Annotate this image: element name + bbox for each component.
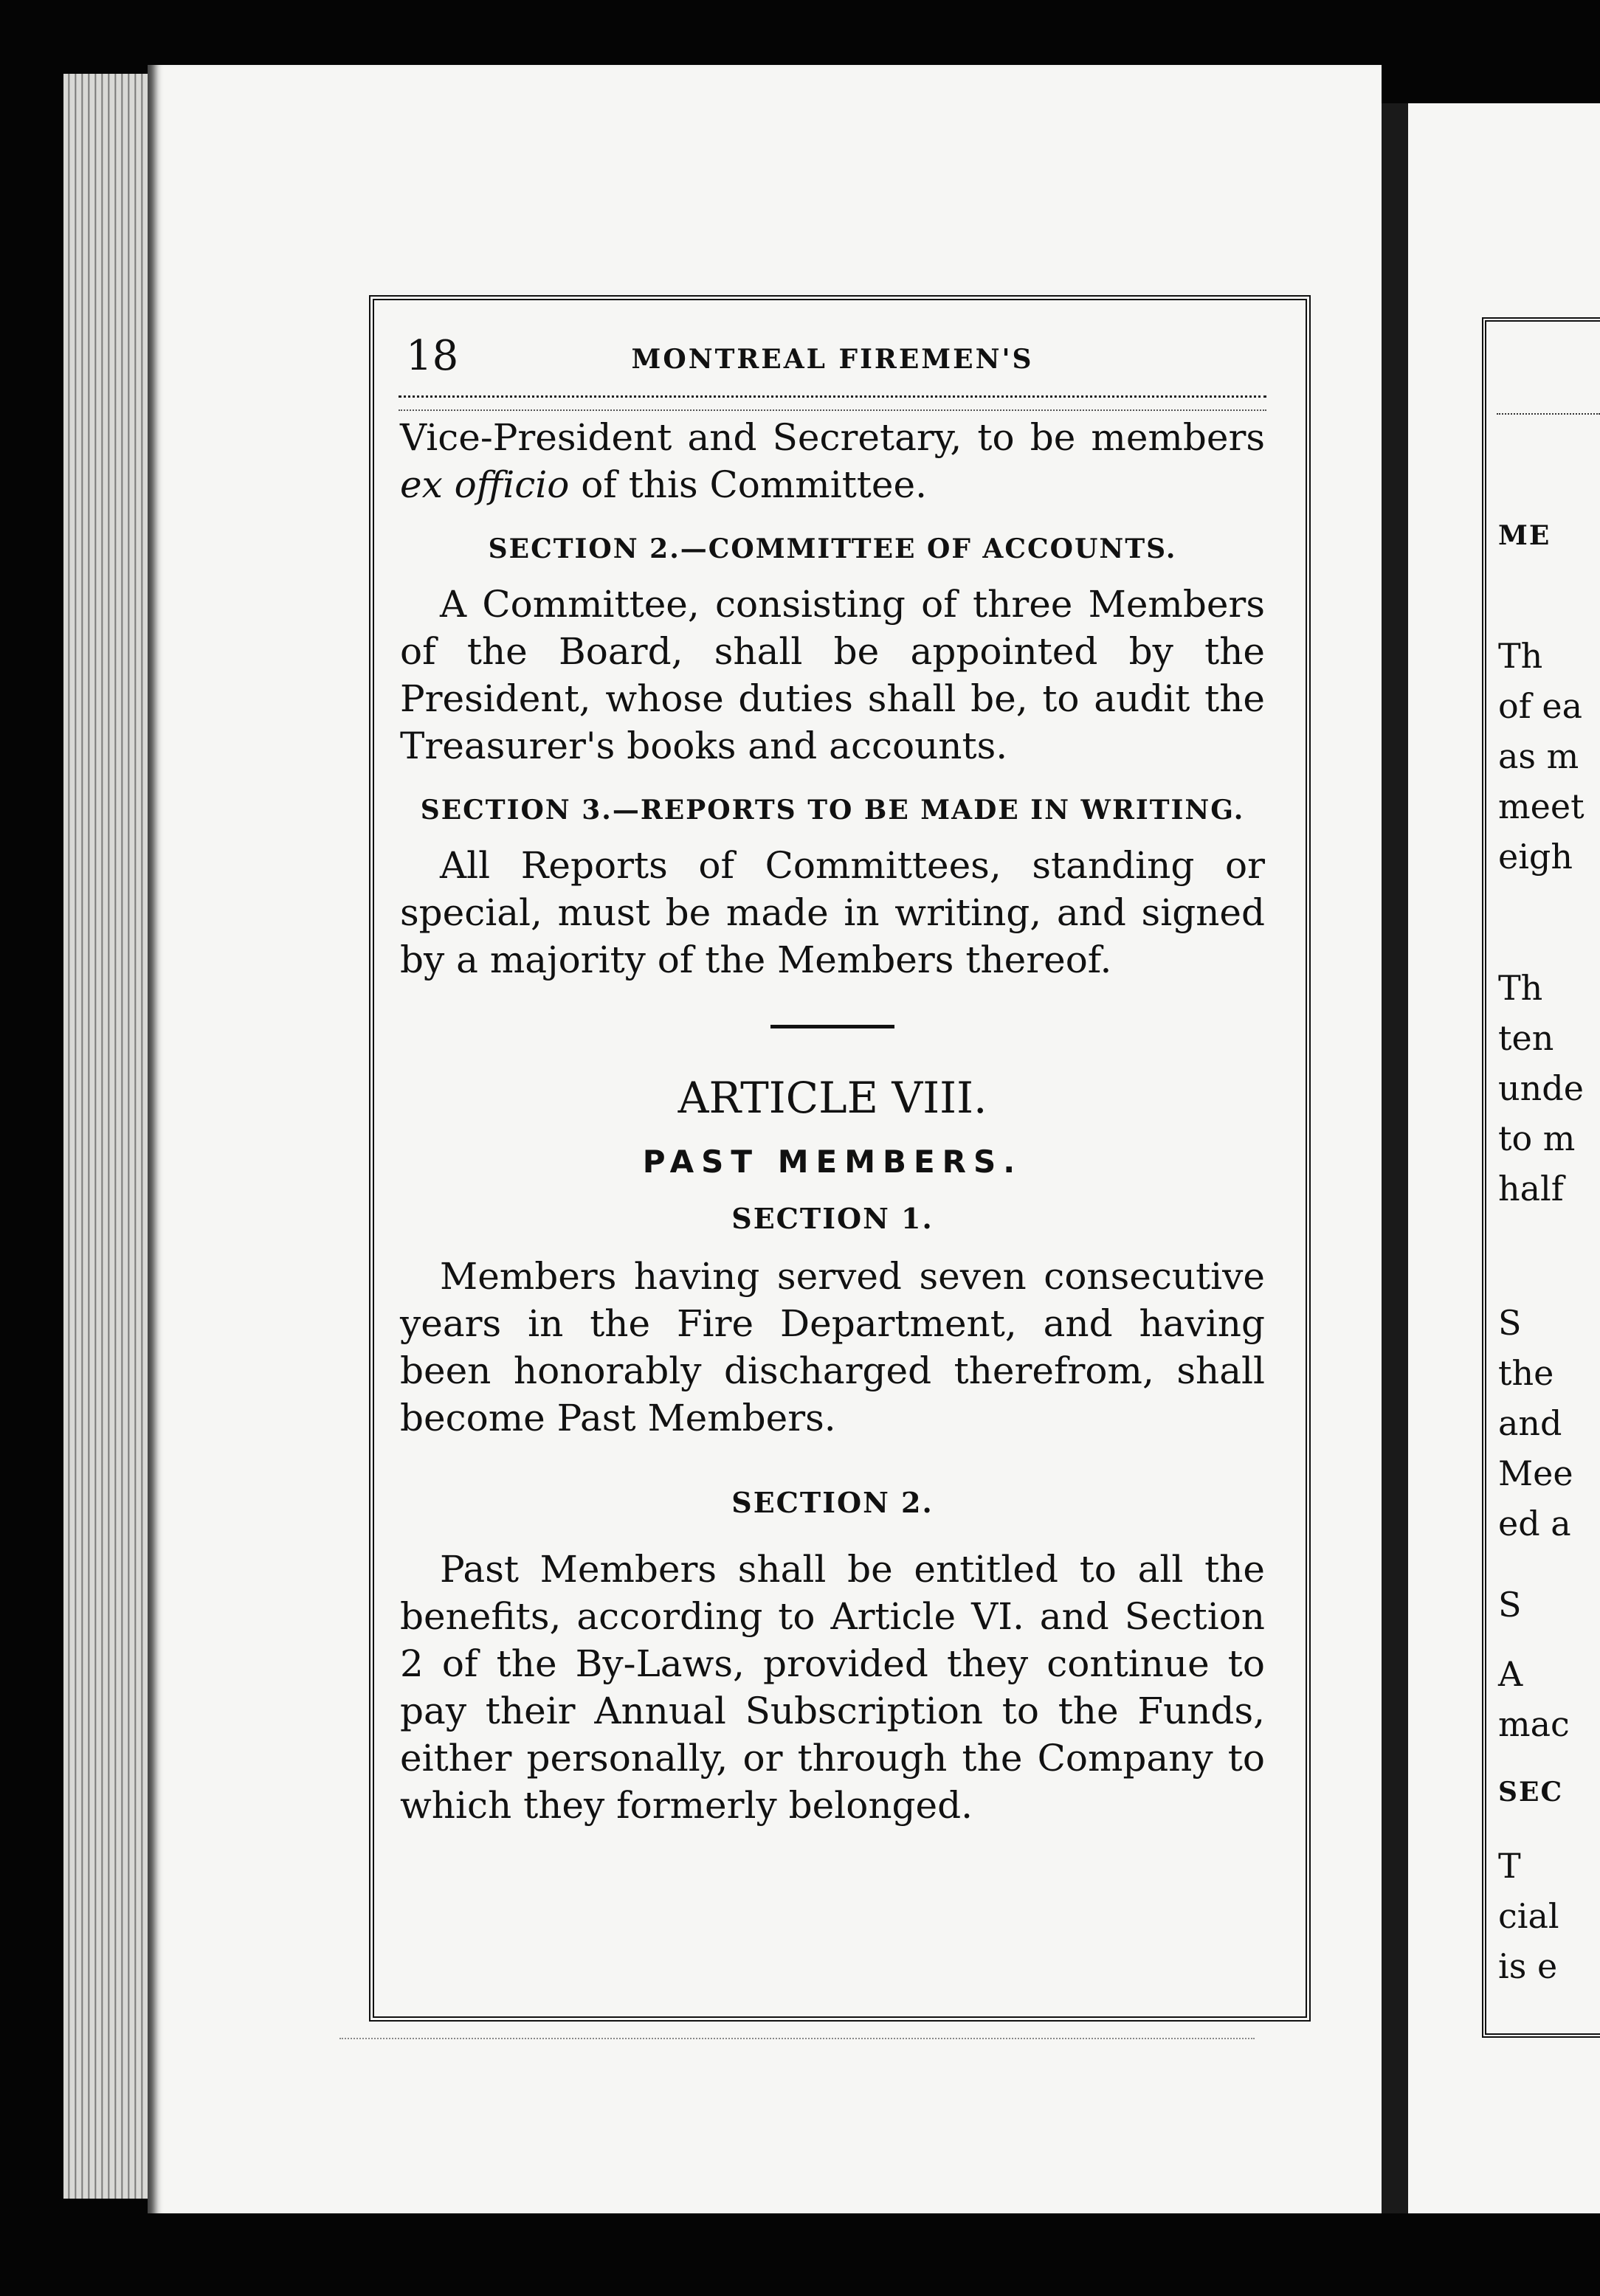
section-paragraph: Members having served seven consecutive years in the Fire Department, and having been honorably discharged therefrom, shall become Past Members.	[400, 1255, 1265, 1439]
right-page-fragment: is e	[1498, 1946, 1558, 1986]
right-page-fragment: to m	[1498, 1118, 1576, 1158]
continuation-paragraph	[400, 414, 1265, 508]
bottom-dotted-rule	[339, 2038, 1255, 2039]
right-page-fragment: ed a	[1498, 1504, 1571, 1543]
right-page-fragment: ten	[1498, 1018, 1554, 1058]
article-divider-rule	[770, 1025, 894, 1028]
right-page-fragment: unde	[1498, 1068, 1584, 1108]
right-page-fragment: ME	[1498, 520, 1551, 551]
section-paragraph: A Committee, consisting of three Members of the Board, shall be appointed by the President, whose duties shall be, to audit the Treasurer's books and accounts.	[400, 583, 1265, 767]
page-number: 18	[406, 332, 459, 380]
right-page-fragment: Th	[1498, 968, 1543, 1008]
section-paragraph: All Reports of Committees, standing or special, must be made in writing, and signed by a majority of the Members thereof.	[400, 844, 1265, 981]
right-page-fragment: S	[1498, 1303, 1522, 1343]
continuation-prefix: Vice-President and Secretary, to be members	[400, 416, 1265, 459]
right-page-fragment: of ea	[1498, 686, 1582, 726]
section-heading: SECTION 2.—COMMITTEE OF ACCOUNTS.	[488, 533, 1177, 564]
right-page-fragment: T	[1498, 1846, 1521, 1886]
right-page-fragment: cial	[1498, 1896, 1559, 1936]
section-heading: SECTION 2.	[731, 1486, 934, 1519]
right-page-fragment: Mee	[1498, 1453, 1573, 1493]
article-subtitle: PAST MEMBERS.	[642, 1144, 1023, 1180]
continuation-suffix: of this Committee.	[569, 463, 927, 506]
right-page-fragment: Th	[1498, 636, 1543, 676]
section-heading: SECTION 1.	[731, 1202, 934, 1235]
right-page-fragment: S	[1498, 1585, 1522, 1625]
page-header	[390, 317, 1275, 380]
page-edges	[63, 74, 152, 2199]
page-text-column	[390, 317, 1275, 1829]
right-page-rule	[1497, 413, 1600, 415]
right-page-fragment: meet	[1498, 786, 1585, 826]
right-page-fragment: as m	[1498, 736, 1579, 776]
right-page-fragment: A	[1498, 1654, 1523, 1694]
right-page-fragment: mac	[1498, 1704, 1570, 1744]
right-page	[1408, 103, 1600, 2213]
running-head: MONTREAL FIREMEN'S	[631, 344, 1034, 375]
book-spine	[1382, 103, 1408, 2213]
section-paragraph: Past Members shall be entitled to all the benefits, according to Article VI. and Section 2 of the By-Laws, provided they continue to pay their Annual Subscription to the Funds, either personally, or through the Company to which they formerly belonged.	[400, 1548, 1265, 1827]
right-page-fragment: half	[1498, 1169, 1564, 1208]
continuation-italic: ex officio	[400, 463, 570, 506]
header-wavy-rule	[399, 395, 1266, 411]
right-page-fragment: eigh	[1498, 837, 1573, 876]
right-page-fragment: SEC	[1498, 1777, 1564, 1808]
right-page-fragment: the	[1498, 1353, 1554, 1393]
section-heading: SECTION 3.—REPORTS TO BE MADE IN WRITING.	[420, 795, 1245, 826]
article-title: ARTICLE VIII.	[677, 1073, 987, 1123]
right-page-fragment: and	[1498, 1403, 1562, 1443]
